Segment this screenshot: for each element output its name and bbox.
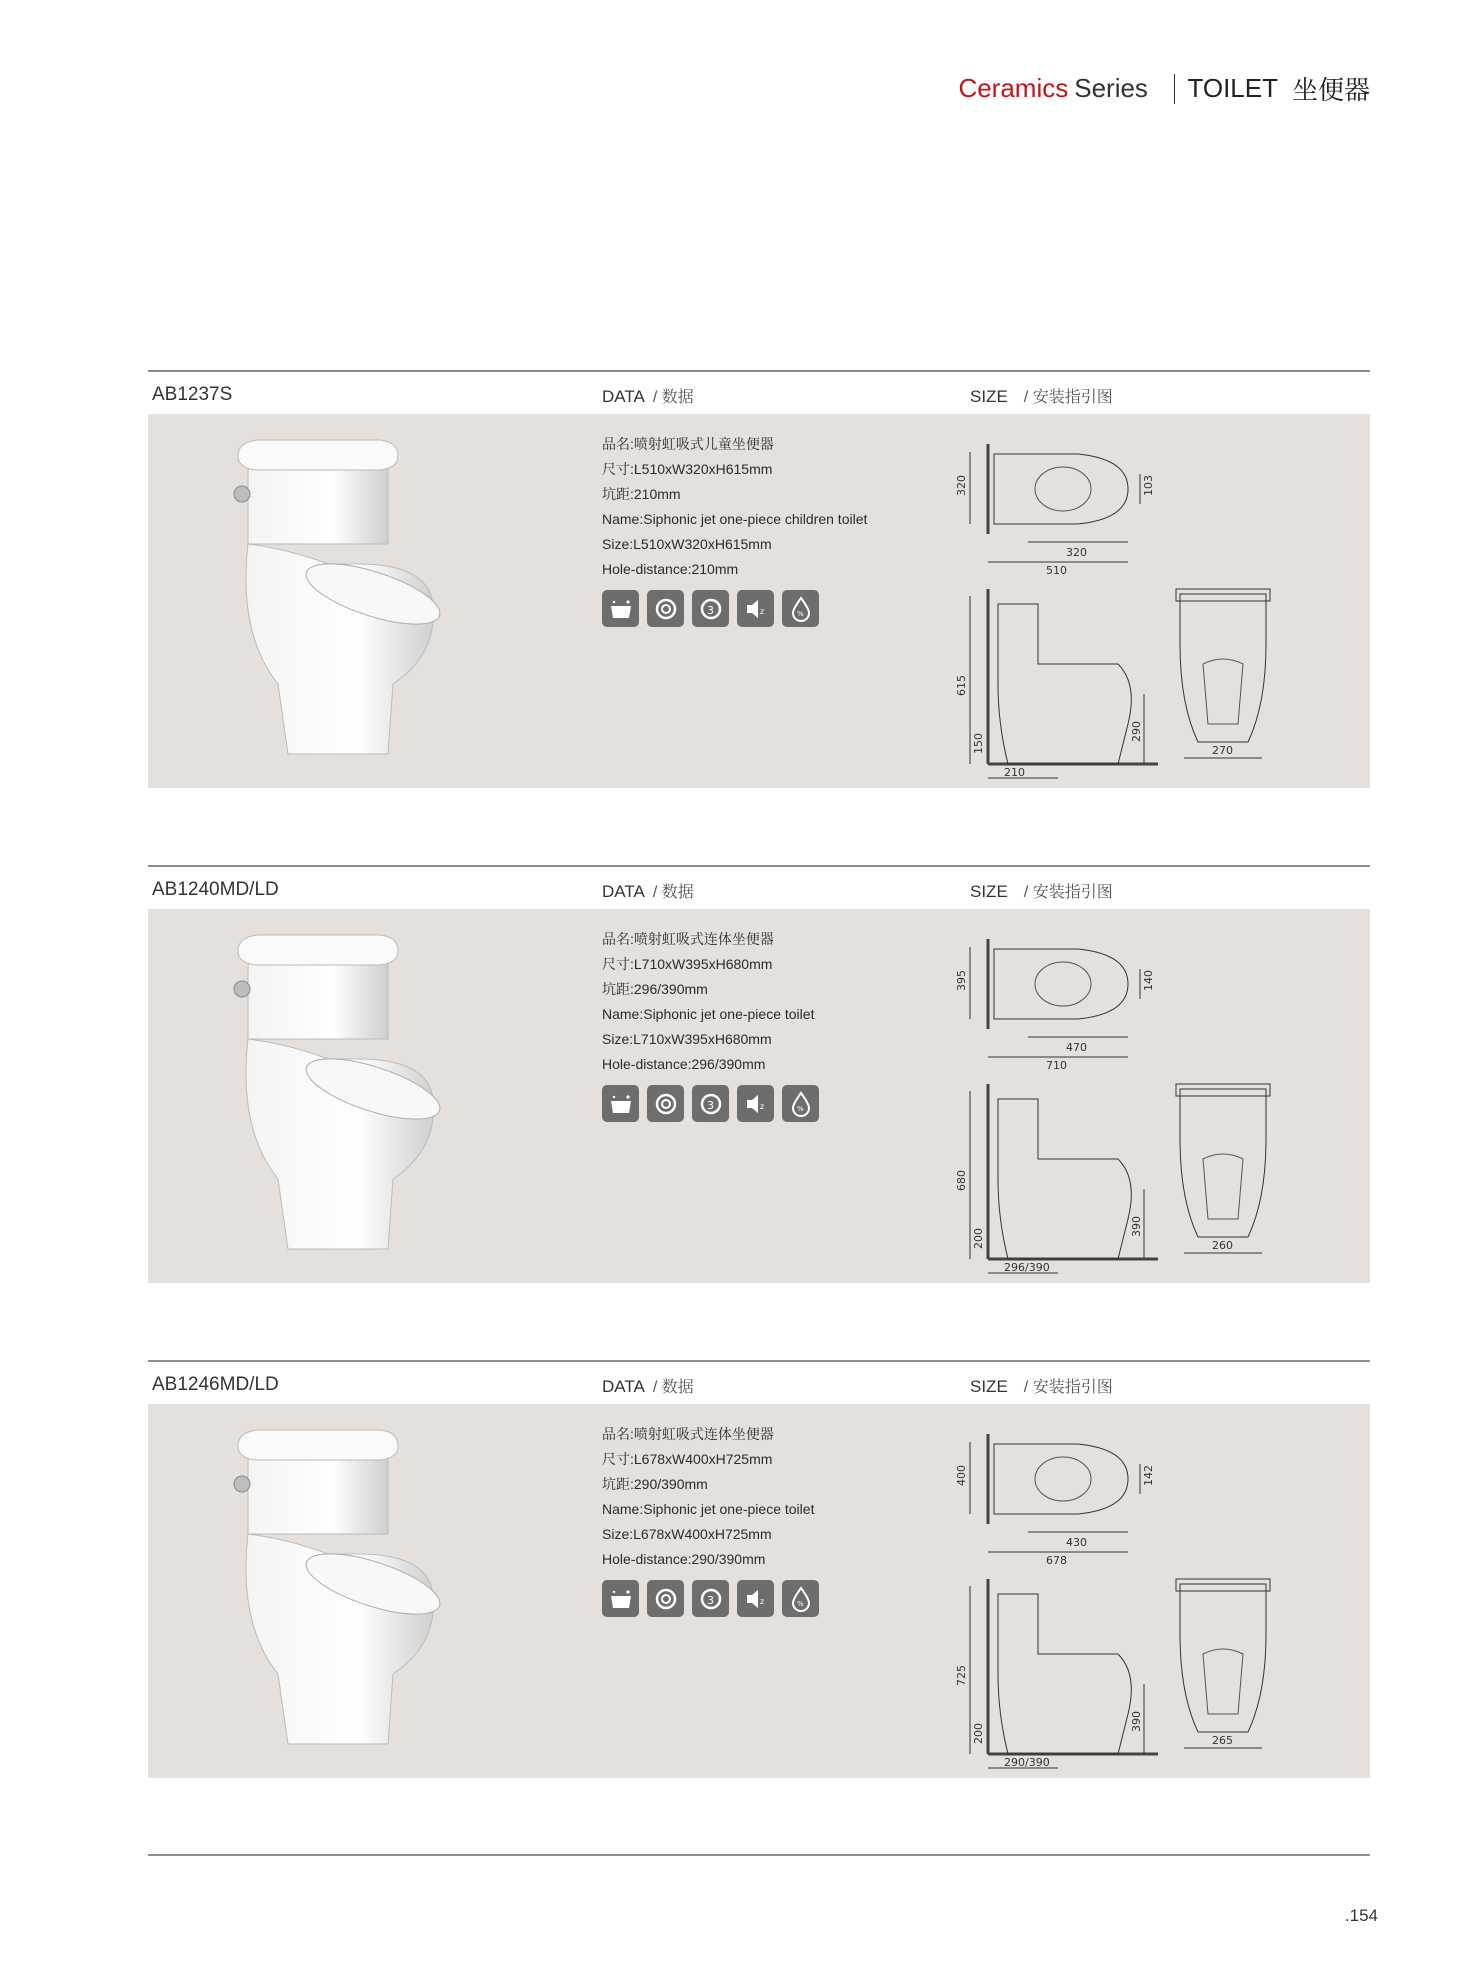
spec-line: Name:Siphonic jet one-piece toilet	[602, 1501, 815, 1517]
three-liter-icon	[692, 1085, 729, 1122]
front-trap	[1203, 1649, 1243, 1714]
flush-button	[234, 486, 250, 502]
dim-height: 615	[955, 675, 968, 696]
dim-length: 678	[1046, 1554, 1067, 1567]
size-label: SIZE	[970, 387, 1008, 406]
data-label: DATA	[602, 882, 645, 901]
swirl-flush-icon	[647, 590, 684, 627]
spec-line: Name:Siphonic jet one-piece toilet	[602, 1006, 815, 1022]
svg-text:z: z	[759, 606, 764, 616]
size-label: SIZE	[970, 1377, 1008, 1396]
product-panel	[148, 909, 1370, 1283]
size-label: SIZE	[970, 882, 1008, 901]
product-model: AB1237S	[152, 384, 233, 405]
dim-height: 680	[955, 1170, 968, 1191]
dim-front-width: 260	[1212, 1239, 1233, 1252]
front-view-outline	[1180, 1089, 1266, 1237]
dim-seat-length: 470	[1066, 1041, 1087, 1054]
size-heading	[970, 384, 1113, 407]
data-heading	[602, 1374, 694, 1397]
spec-line: 品名:喷射虹吸式连体坐便器	[602, 931, 774, 947]
svg-text:%: %	[796, 1599, 804, 1608]
spec-list	[602, 1422, 814, 1572]
data-label-cn: / 数据	[652, 389, 694, 406]
product-photo	[208, 1424, 448, 1764]
section-rule	[148, 865, 1370, 867]
size-heading	[970, 879, 1113, 902]
spec-list	[602, 927, 814, 1077]
dim-low: 200	[972, 1723, 985, 1744]
water-saving-icon	[782, 590, 819, 627]
dim-hole: 296/390	[1004, 1261, 1050, 1274]
spec-line: Hole-distance:210mm	[602, 561, 739, 577]
dim-side-height: 290	[1130, 721, 1143, 742]
top-view-bowl	[1035, 1457, 1091, 1501]
top-view-bowl	[1035, 962, 1091, 1006]
product-model: AB1246MD/LD	[152, 1374, 279, 1395]
section-rule	[148, 1360, 1370, 1362]
swirl-flush-icon	[647, 1580, 684, 1617]
spec-line: Size:L678xW400xH725mm	[602, 1526, 772, 1542]
spec-line: 坑距:210mm	[602, 486, 681, 502]
front-trap	[1203, 659, 1243, 724]
front-view-outline	[1180, 1584, 1266, 1732]
spec-line: 尺寸:L510xW320xH615mm	[602, 461, 773, 477]
top-view-bowl	[1035, 467, 1091, 511]
installation-drawing	[948, 919, 1348, 1279]
dim-seat-gap: 142	[1142, 1465, 1155, 1486]
size-label-cn: / 安装指引图	[1023, 884, 1113, 901]
tank-lid-shape	[238, 1430, 398, 1460]
data-label-cn: / 数据	[652, 884, 694, 901]
tank-lid-shape	[238, 440, 398, 470]
dim-side-height: 390	[1130, 1711, 1143, 1732]
dim-height: 725	[955, 1665, 968, 1686]
svg-text:3: 3	[706, 603, 714, 617]
page-header	[958, 70, 1370, 107]
dim-length: 510	[1046, 564, 1067, 577]
cleaning-icon	[602, 590, 639, 627]
three-liter-icon	[692, 1580, 729, 1617]
dim-width: 400	[955, 1465, 968, 1486]
product-panel	[148, 1404, 1370, 1778]
svg-text:z: z	[759, 1596, 764, 1606]
three-liter-icon	[692, 590, 729, 627]
dim-length: 710	[1046, 1059, 1067, 1072]
front-tank-lid	[1176, 1084, 1270, 1096]
flush-button	[234, 981, 250, 997]
feature-icons	[602, 1085, 819, 1122]
series-label: Series	[1074, 73, 1148, 103]
product-panel	[148, 414, 1370, 788]
spec-line: 尺寸:L678xW400xH725mm	[602, 1451, 773, 1467]
water-saving-icon	[782, 1580, 819, 1617]
category-label: TOILET	[1187, 73, 1278, 103]
top-view-outline	[994, 1444, 1128, 1514]
dim-seat-length: 430	[1066, 1536, 1087, 1549]
dim-seat-gap: 103	[1142, 475, 1155, 496]
silent-icon	[737, 1085, 774, 1122]
spec-line: 品名:喷射虹吸式儿童坐便器	[602, 436, 774, 452]
svg-text:%: %	[796, 609, 804, 618]
size-label-cn: / 安装指引图	[1023, 389, 1113, 406]
silent-icon	[737, 1580, 774, 1617]
data-label: DATA	[602, 1377, 645, 1396]
front-tank-lid	[1176, 589, 1270, 601]
side-view-outline	[998, 1594, 1131, 1754]
dim-hole: 290/390	[1004, 1756, 1050, 1769]
cleaning-icon	[602, 1085, 639, 1122]
size-heading	[970, 1374, 1113, 1397]
svg-text:%: %	[796, 1104, 804, 1113]
dim-width: 395	[955, 970, 968, 991]
dim-low: 200	[972, 1228, 985, 1249]
svg-text:3: 3	[706, 1593, 714, 1607]
front-view-outline	[1180, 594, 1266, 742]
spec-line: 坑距:290/390mm	[602, 1476, 708, 1492]
water-saving-icon	[782, 1085, 819, 1122]
spec-line: Size:L510xW320xH615mm	[602, 536, 772, 552]
top-view-outline	[994, 949, 1128, 1019]
front-trap	[1203, 1154, 1243, 1219]
spec-line: Name:Siphonic jet one-piece children toilet	[602, 511, 868, 527]
data-heading	[602, 384, 694, 407]
dim-hole: 210	[1004, 766, 1025, 779]
size-label-cn: / 安装指引图	[1023, 1379, 1113, 1396]
dim-low: 150	[972, 733, 985, 754]
footer-rule	[148, 1854, 1370, 1856]
spec-line: 坑距:296/390mm	[602, 981, 708, 997]
side-view-outline	[998, 604, 1131, 764]
dim-width: 320	[955, 475, 968, 496]
flush-button	[234, 1476, 250, 1492]
spec-line: Hole-distance:296/390mm	[602, 1056, 766, 1072]
data-label-cn: / 数据	[652, 1379, 694, 1396]
spec-list	[602, 432, 867, 582]
swirl-flush-icon	[647, 1085, 684, 1122]
feature-icons	[602, 1580, 819, 1617]
data-heading	[602, 879, 694, 902]
cleaning-icon	[602, 1580, 639, 1617]
spec-line: 尺寸:L710xW395xH680mm	[602, 956, 773, 972]
spec-line: 品名:喷射虹吸式连体坐便器	[602, 1426, 774, 1442]
dim-seat-length: 320	[1066, 546, 1087, 559]
product-model: AB1240MD/LD	[152, 879, 279, 900]
header-divider	[1174, 74, 1176, 104]
page-number: .154	[1344, 1906, 1378, 1925]
product-photo	[208, 434, 448, 774]
front-tank-lid	[1176, 1579, 1270, 1591]
section-rule	[148, 370, 1370, 372]
category-label-cn: 坐便器	[1291, 75, 1370, 105]
feature-icons	[602, 590, 819, 627]
installation-drawing	[948, 424, 1348, 784]
svg-text:z: z	[759, 1101, 764, 1111]
installation-drawing	[948, 1414, 1348, 1774]
top-view-outline	[994, 454, 1128, 524]
silent-icon	[737, 590, 774, 627]
dim-seat-gap: 140	[1142, 970, 1155, 991]
dim-front-width: 270	[1212, 744, 1233, 757]
tank-lid-shape	[238, 935, 398, 965]
spec-line: Size:L710xW395xH680mm	[602, 1031, 772, 1047]
brand-name: Ceramics	[958, 73, 1069, 103]
data-label: DATA	[602, 387, 645, 406]
dim-front-width: 265	[1212, 1734, 1233, 1747]
dim-side-height: 390	[1130, 1216, 1143, 1237]
spec-line: Hole-distance:290/390mm	[602, 1551, 766, 1567]
svg-text:3: 3	[706, 1098, 714, 1112]
side-view-outline	[998, 1099, 1131, 1259]
product-photo	[208, 929, 448, 1269]
